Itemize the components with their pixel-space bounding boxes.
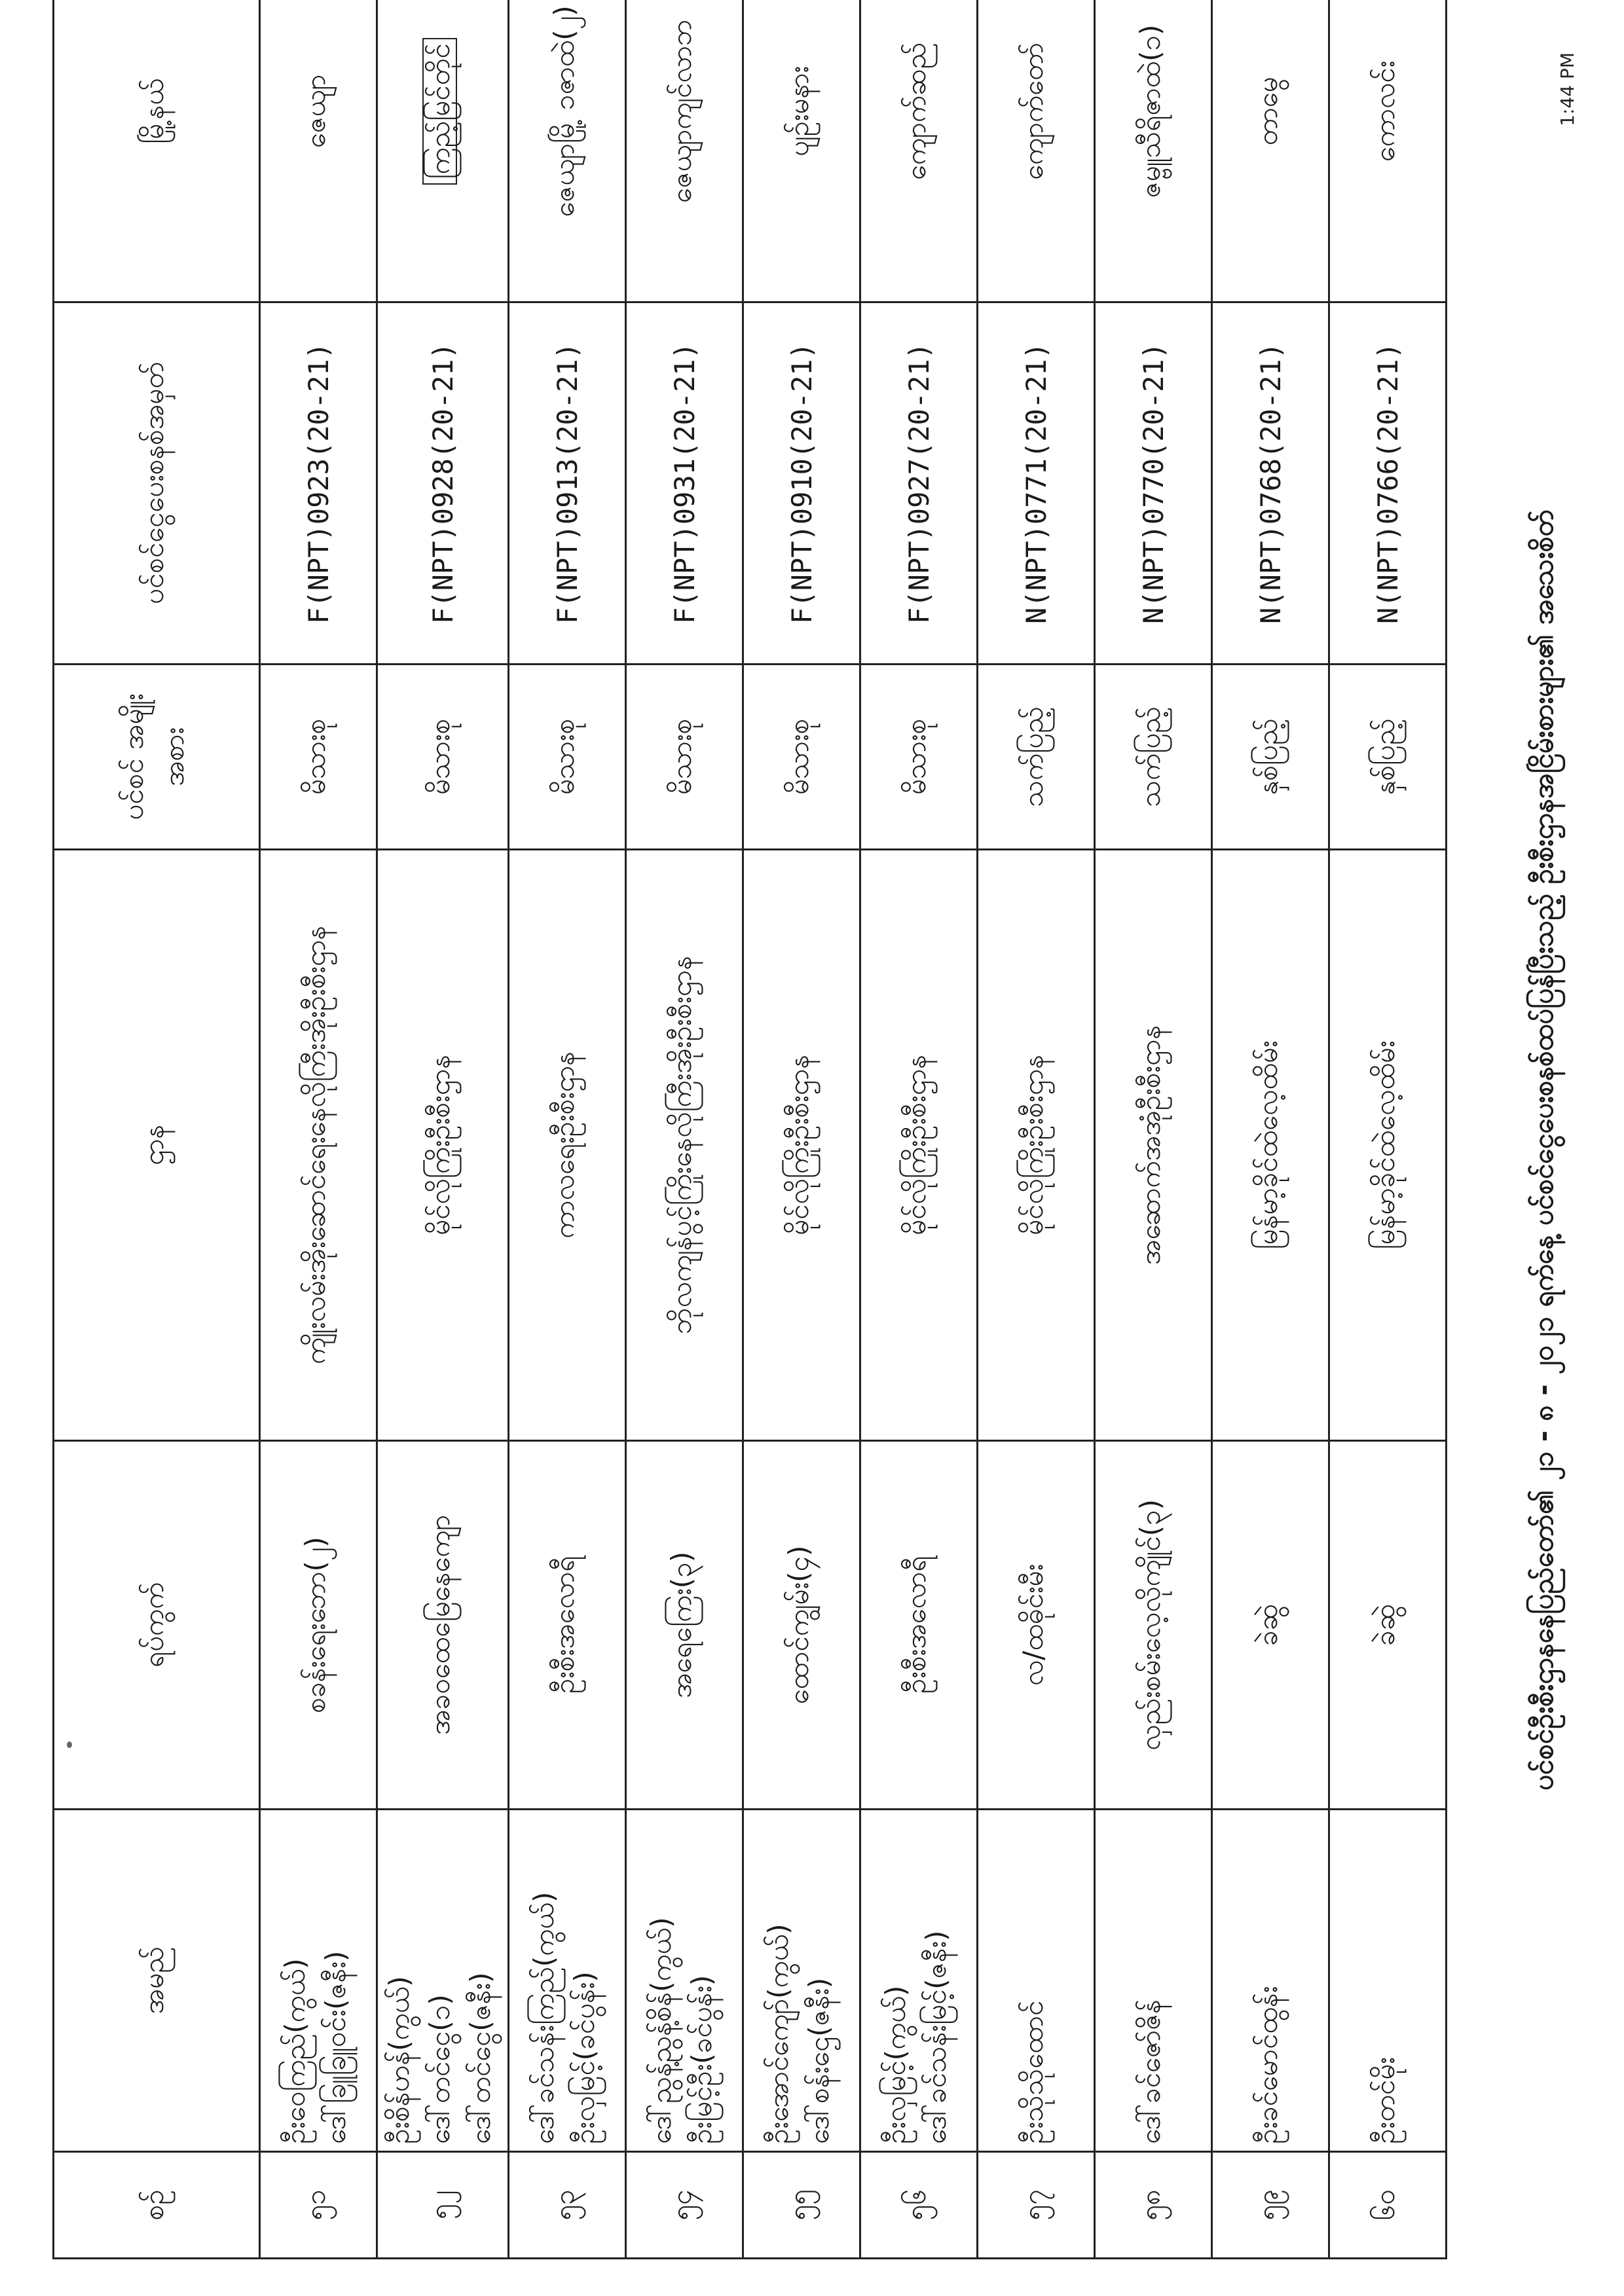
name-line: ဒေါ်တင်ငွေ(၁) bbox=[424, 1994, 456, 2144]
cell-pension-type bbox=[1212, 665, 1329, 850]
cell-township bbox=[1095, 0, 1212, 302]
cell-department-text: မိုင်လိုကြိုးဦးစီးဌာန bbox=[783, 1054, 815, 1236]
cell-serial bbox=[860, 2152, 978, 2259]
cell-serial-text: ၅၅ bbox=[783, 2189, 815, 2221]
cell-department bbox=[743, 850, 860, 1441]
cell-name bbox=[260, 1810, 377, 2152]
cell-village-text: ဦးစီးအလောရီ bbox=[548, 1556, 580, 1694]
cell-village bbox=[626, 1441, 743, 1810]
cell-pension-code bbox=[509, 302, 626, 665]
cell-pension-type-text: နှစ်ပြည့် bbox=[1251, 718, 1283, 795]
name-line: ဦးဝေကြည်(ကွယ်) bbox=[279, 1958, 311, 2144]
cell-serial-text: ၅၉ bbox=[1251, 2189, 1283, 2221]
cell-department bbox=[978, 850, 1095, 1441]
cell-pension-type bbox=[1329, 665, 1447, 850]
cell-department-text: မြန်မာ့ခိုင်ထဲလေ့ထိမ်း bbox=[1251, 1040, 1283, 1250]
name-line: ဒေါ်ညွန့်ညွန့်စိန်(ကွယ်) bbox=[645, 1917, 677, 2144]
cell-township-text: ဇေယျာမြို့ ၁ဇာထဲ(၂) bbox=[548, 5, 580, 217]
cell-pension-type-text: မိသားစု bbox=[900, 718, 932, 795]
cell-pension-code-text: N(NPT)0766(20-21) bbox=[1371, 342, 1404, 624]
cell-village-text: လှည်းစမ်းလေ့လိုကျိုင်(၃) bbox=[1134, 1499, 1166, 1751]
table-row bbox=[978, 0, 1095, 2259]
cell-pension-type bbox=[260, 665, 377, 850]
name-line: ဦးစိန်ဟန်(ကွယ်) bbox=[383, 1976, 415, 2144]
cell-serial-text: ၅၂ bbox=[424, 2190, 456, 2220]
cell-name bbox=[978, 1810, 1095, 2152]
table-row bbox=[1095, 0, 1212, 2259]
cell-village-text: အရေကြေး(၃) bbox=[665, 1551, 697, 1699]
cell-serial bbox=[509, 2152, 626, 2259]
cell-pension-type-text: မိသားစု bbox=[424, 718, 456, 795]
cell-pension-type bbox=[978, 665, 1095, 850]
cell-village-text: ထောင်ကျွမ်း(၄) bbox=[783, 1545, 815, 1705]
cell-department bbox=[377, 850, 509, 1441]
cell-village bbox=[260, 1441, 377, 1810]
cell-pension-code-text: F(NPT)0910(20-21) bbox=[785, 342, 818, 624]
cell-serial bbox=[978, 2152, 1095, 2259]
cell-department bbox=[509, 850, 626, 1441]
cell-serial bbox=[1212, 2152, 1329, 2259]
cell-pension-code bbox=[978, 302, 1095, 665]
cell-serial bbox=[1329, 2152, 1447, 2259]
header-department: ဌာန bbox=[54, 850, 260, 1441]
print-timestamp: 1:44 PM bbox=[1557, 52, 1578, 126]
cell-pension-type bbox=[1095, 665, 1212, 850]
table-row bbox=[377, 0, 509, 2259]
cell-pension-type-text: မိသားစု bbox=[548, 718, 580, 795]
cell-pension-type bbox=[860, 665, 978, 850]
cell-name bbox=[509, 1810, 626, 2152]
cell-department-text: အဆောက်အအုံဦးစီးဌာန bbox=[1134, 1025, 1166, 1266]
cell-village bbox=[743, 1441, 860, 1810]
cell-pension-type bbox=[509, 665, 626, 850]
cell-name bbox=[860, 1810, 978, 2152]
cell-village bbox=[978, 1441, 1095, 1810]
cell-department bbox=[1212, 850, 1329, 1441]
name-line: ဦးသိုသိုထောင် bbox=[1017, 2000, 1049, 2144]
cell-village-text: စခန်းရေးဘော(၂) bbox=[299, 1537, 331, 1713]
cell-serial bbox=[626, 2152, 743, 2259]
cell-township bbox=[626, 0, 743, 302]
cell-pension-code bbox=[743, 302, 860, 665]
cell-township-text: ကျောက်တော် bbox=[1017, 43, 1049, 180]
cell-village bbox=[860, 1441, 978, 1810]
cell-serial-text: ၅၃ bbox=[548, 2189, 580, 2221]
cell-township bbox=[260, 0, 377, 302]
cell-township-text: ကောလင်း bbox=[1369, 60, 1401, 162]
cell-township-text: ဇေယျာ bbox=[299, 74, 331, 149]
page-title: ပင်စင်ဦးစီးဌာနနေပြည်တော်၏ ၂၁ - ၈ - ၂၀၂၁ ရက်နေ့ ပင်စင်ငွေပေးစနစ်ထပ်ပြန်ပြီးသည့် ဦးစီးဌာနအငြိမ်းစားများ၏ အသေးစိတ် bbox=[1527, 509, 1559, 1791]
cell-pension-code-text: N(NPT)0771(20-21) bbox=[1020, 342, 1052, 624]
cell-pension-code bbox=[1095, 302, 1212, 665]
table-header-row bbox=[54, 0, 260, 2259]
cell-pension-code-text: N(NPT)0768(20-21) bbox=[1254, 342, 1287, 624]
cell-township bbox=[1329, 0, 1447, 302]
cell-department bbox=[1329, 850, 1447, 1441]
cell-name bbox=[377, 1810, 509, 2152]
cell-village bbox=[1095, 1441, 1212, 1810]
cell-name bbox=[1212, 1810, 1329, 2152]
cell-township bbox=[377, 0, 509, 302]
cell-pension-code-text: F(NPT)0913(20-21) bbox=[551, 342, 583, 624]
cell-pension-type-text: သက်ပြည့် bbox=[1134, 706, 1166, 807]
cell-township bbox=[743, 0, 860, 302]
cell-pension-code-text: F(NPT)0923(20-21) bbox=[302, 342, 335, 624]
cell-serial-text: ၅၆ bbox=[900, 2189, 932, 2221]
name-line: ဦးအောင်ကျော်(ကွယ်) bbox=[762, 1923, 794, 2144]
cell-village-text: ခဲဆွဲ bbox=[1251, 1603, 1283, 1647]
cell-township bbox=[509, 0, 626, 302]
cell-department bbox=[860, 850, 978, 1441]
header-pension-code: ပင်စင်ငွေပေးစနစ်အမှတ် bbox=[54, 302, 260, 665]
cell-department-text: ကာလရေးဦးစီးဌာန bbox=[548, 1051, 580, 1239]
cell-pension-code bbox=[260, 302, 377, 665]
cell-pension-type-text: မိသားစု bbox=[783, 718, 815, 795]
cell-department bbox=[260, 850, 377, 1441]
cell-township-text: ဇေယျာကျင်လာဘ bbox=[665, 19, 697, 204]
table-row bbox=[260, 0, 377, 2259]
cell-department-text: မိုင်လိုကြိုးဦးစီးဌာန bbox=[900, 1054, 932, 1236]
name-line: ဒေါ်ခင်သန်းမြင့်(ဇနီး) bbox=[920, 1930, 952, 2144]
table-body bbox=[260, 0, 1447, 2259]
header-serial: စဉ် bbox=[54, 2152, 260, 2259]
cell-pension-type bbox=[743, 665, 860, 850]
cell-township-text: ကျောက်ဆည် bbox=[900, 42, 932, 181]
cell-village-text: ဦးစီးအလောရီ bbox=[900, 1556, 932, 1694]
cell-serial bbox=[260, 2152, 377, 2259]
cell-pension-type-text: နှစ်ပြည့် bbox=[1369, 718, 1401, 795]
cell-township-text: ဇမ္ဗူသီရိဇာထဲ(၁) bbox=[1134, 24, 1166, 198]
cell-township bbox=[1212, 0, 1329, 302]
pension-table bbox=[52, 0, 1447, 2259]
table-row bbox=[626, 0, 743, 2259]
cell-pension-code-text: N(NPT)0770(20-21) bbox=[1137, 342, 1170, 624]
cell-pension-code bbox=[377, 302, 509, 665]
cell-village-text: အခဝထေမြေနေကျော bbox=[424, 1514, 456, 1736]
table-row bbox=[860, 0, 978, 2259]
cell-pension-code bbox=[1212, 302, 1329, 665]
cell-pension-code-text: F(NPT)0928(20-21) bbox=[426, 342, 459, 624]
cell-pension-code-text: F(NPT)0931(20-21) bbox=[668, 342, 701, 624]
cell-pension-type bbox=[377, 665, 509, 850]
cell-pension-type-text: သက်ပြည့် bbox=[1017, 706, 1049, 807]
cell-name bbox=[626, 1810, 743, 2152]
cell-department bbox=[626, 850, 743, 1441]
cell-department-text: မိုင်လိုကြိုးဦးစီးဌာန bbox=[424, 1054, 456, 1236]
cell-serial bbox=[743, 2152, 860, 2259]
cell-village bbox=[1212, 1441, 1329, 1810]
name-line: ဒေါ်စန်းဌေ(ဇနီး) bbox=[803, 1977, 835, 2144]
cell-department-text: မြန်မာ့ခိုင်ထဲလေ့ထိမ်း bbox=[1369, 1040, 1401, 1250]
cell-department-text: မိုင်လိုကြိုးဦးစီးဌာန bbox=[1017, 1054, 1049, 1236]
name-line: ဒေါ်ခင်သန်းကြည်(ကွယ်) bbox=[528, 1891, 560, 2144]
cell-village bbox=[1329, 1441, 1447, 1810]
cell-township bbox=[860, 0, 978, 302]
table-row bbox=[743, 0, 860, 2259]
cell-name bbox=[1329, 1810, 1447, 2152]
cell-serial-text: ၅၄ bbox=[665, 2189, 697, 2221]
cell-serial-text: ၅၁ bbox=[299, 2189, 331, 2221]
header-township: မြို့နယ် bbox=[54, 0, 260, 302]
cell-village-text: လ/ထဓိုင်းမီး bbox=[1017, 1563, 1049, 1686]
cell-serial-text: ၅၇ bbox=[1017, 2189, 1049, 2221]
cell-pension-code bbox=[1329, 302, 1447, 665]
name-line: ဦးတင်မိုး bbox=[1369, 2057, 1401, 2144]
cell-pension-code bbox=[626, 302, 743, 665]
cell-pension-type bbox=[626, 665, 743, 850]
cell-serial bbox=[377, 2152, 509, 2259]
table-row bbox=[1212, 0, 1329, 2259]
table-row bbox=[1329, 0, 1447, 2259]
cell-department bbox=[1095, 850, 1212, 1441]
cell-township-text: တာမွေ bbox=[1251, 77, 1283, 146]
name-line: ဦးခင်မောင်ထွန်း bbox=[1251, 1986, 1283, 2144]
cell-pension-type-text: မိသားစု bbox=[299, 718, 331, 795]
name-line: ဒေါ်ခင်ဇော်ဇိန် bbox=[1134, 1999, 1166, 2144]
header-village: ရပ်ကွက် bbox=[54, 1441, 260, 1810]
cell-serial-text: ၅၈ bbox=[1134, 2189, 1166, 2221]
cell-pension-type-text: မိသားစု bbox=[665, 718, 697, 795]
table-row bbox=[509, 0, 626, 2259]
name-line: ဦးမြင့်ဦး(ခင်ပွန်း) bbox=[686, 1975, 718, 2144]
cell-village bbox=[377, 1441, 509, 1810]
cell-village-text: ခဲဆွဲ bbox=[1369, 1603, 1401, 1647]
cell-township-text: ကြည့်မြင်တိုင် bbox=[422, 38, 457, 184]
header-name: အမည် bbox=[54, 1810, 260, 2152]
cell-serial-text: ၆၀ bbox=[1369, 2189, 1401, 2221]
cell-name bbox=[1095, 1810, 1212, 2152]
cell-department-text: ဘိုလကျန်ပွင့်ကြိုးနေလိုကြီးအိုးဦးစီးဌာန bbox=[665, 956, 697, 1334]
cell-village bbox=[509, 1441, 626, 1810]
cell-pension-code-text: F(NPT)0927(20-21) bbox=[902, 342, 935, 624]
name-line: ဦးလှမြင့်(ကွယ်) bbox=[879, 1985, 912, 2144]
cell-name bbox=[743, 1810, 860, 2152]
cell-township bbox=[978, 0, 1095, 302]
cell-serial bbox=[1095, 2152, 1212, 2259]
name-line: ဒေါ်တင်ငွေ(ဇနီး) bbox=[464, 1972, 496, 2144]
header-pension-type: ပင်စင် အမျိုးအစား bbox=[54, 665, 260, 850]
name-line: ဦးလှမြင့်(ခင်ပွန်း) bbox=[568, 1971, 600, 2144]
cell-pension-code bbox=[860, 302, 978, 665]
name-line: ဒေါ်ခြူခြူဝင်း(ဇနီး) bbox=[320, 1950, 352, 2144]
cell-department-text: ကျိုးလမ်းအိုးဆောင်ရေးနေလိုကြီးအိုးဦးစီးဌာန bbox=[299, 925, 331, 1365]
cell-township-text: ပျဉ်းမနား bbox=[783, 65, 815, 157]
